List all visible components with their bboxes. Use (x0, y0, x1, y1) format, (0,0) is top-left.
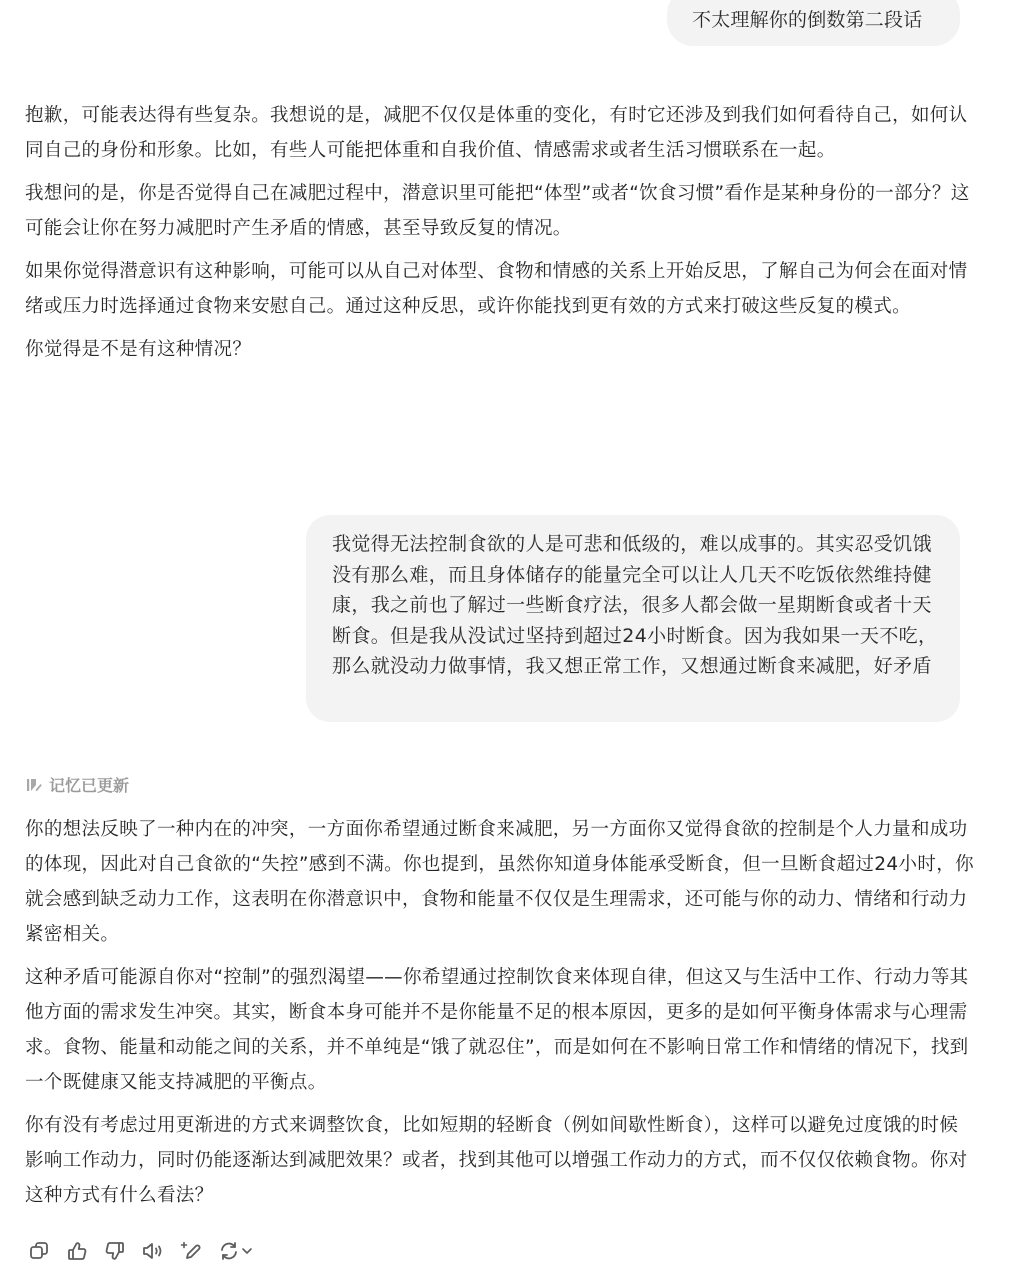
assistant-paragraph: 你有没有考虑过用更渐进的方式来调整饮食，比如短期的轻断食（例如间歇性断食），这样可以避免过度饿的时候影响工作动力，同时仍能逐渐达到减肥效果？或者，找到其他可以增强工作动力的方式，而不仅仅依赖食物。你对这种方式有什么看法？ (25, 1115, 968, 1206)
read-aloud-button[interactable] (140, 1238, 166, 1264)
user-message-bubble (306, 515, 960, 722)
assistant-message (25, 812, 975, 1221)
regenerate-icon (218, 1240, 240, 1262)
user-message-text: 不太理解你的倒数第二段话 (692, 9, 923, 31)
thumbs-up-button[interactable] (64, 1238, 90, 1264)
assistant-paragraph: 如果你觉得潜意识有这种影响，可能可以从自己对体型、食物和情感的关系上开始反思，了解自己为何会在面对情绪或压力时选择通过食物来安慰自己。通过这种反思，或许你能找到更有效的方式来打破这些反复的模式。 (25, 261, 968, 317)
memory-updated-indicator[interactable] (25, 773, 129, 796)
copy-button[interactable] (26, 1238, 52, 1264)
user-message-text: 我觉得无法控制食欲的人是可悲和低级的，难以成事的。其实忍受饥饿没有那么难，而且身体储存的能量完全可以让人几天不吃饭依然维持健康，我之前也了解过一些断食疗法，很多人都会做一星期断食或者十天断食。但是我从没试过坚持到超过24小时断食。因为我如果一天不吃，那么就没动力做事情，我又想正常工作，又想通过断食来减肥，好矛盾 (332, 533, 938, 677)
assistant-paragraph: 抱歉，可能表达得有些复杂。我想说的是，减肥不仅仅是体重的变化，有时它还涉及到我们如何看待自己，如何认同自己的身份和形象。比如，有些人可能把体重和自我价值、情感需求或者生活习惯联系在一起。 (25, 105, 968, 161)
read-aloud-icon (141, 1240, 165, 1262)
user-message-bubble (667, 0, 960, 46)
thumbs-up-icon (66, 1240, 88, 1262)
copy-icon (28, 1240, 50, 1262)
assistant-paragraph: 我想问的是，你是否觉得自己在减肥过程中，潜意识里可能把“体型”或者“饮食习惯”看作是某种身份的一部分？这可能会让你在努力减肥时产生矛盾的情感，甚至导致反复的情况。 (25, 183, 970, 239)
assistant-paragraph: 你觉得是不是有这种情况？ (25, 339, 252, 360)
chevron-down-icon (240, 1244, 254, 1258)
edit-sparkle-icon (179, 1240, 203, 1262)
regenerate-button[interactable] (216, 1238, 256, 1264)
memory-icon (25, 776, 43, 794)
thumbs-down-button[interactable] (102, 1238, 128, 1264)
assistant-message (25, 98, 975, 375)
assistant-paragraph: 这种矛盾可能源自你对“控制”的强烈渴望——你希望通过控制饮食来体现自律，但这又与生活中工作、行动力等其他方面的需求发生冲突。其实，断食本身可能并不是你能量不足的根本原因，更多的是如何平衡身体需求与心理需求。食物、能量和动能之间的关系，并不单纯是“饿了就忍住”，而是如何在不影响日常工作和情绪的情况下，找到一个既健康又能支持减肥的平衡点。 (25, 967, 969, 1093)
message-action-bar (26, 1238, 256, 1264)
edit-in-canvas-button[interactable] (178, 1238, 204, 1264)
thumbs-down-icon (104, 1240, 126, 1262)
assistant-paragraph: 你的想法反映了一种内在的冲突，一方面你希望通过断食来减肥，另一方面你又觉得食欲的控制是个人力量和成功的体现，因此对自己食欲的“失控”感到不满。你也提到，虽然你知道身体能承受断食，但一旦断食超过24小时，你就会感到缺乏动力工作，这表明在你潜意识中，食物和能量不仅仅是生理需求，还可能与你的动力、情绪和行动力紧密相关。 (25, 819, 974, 945)
memory-updated-label: 记忆已更新 (49, 776, 130, 795)
